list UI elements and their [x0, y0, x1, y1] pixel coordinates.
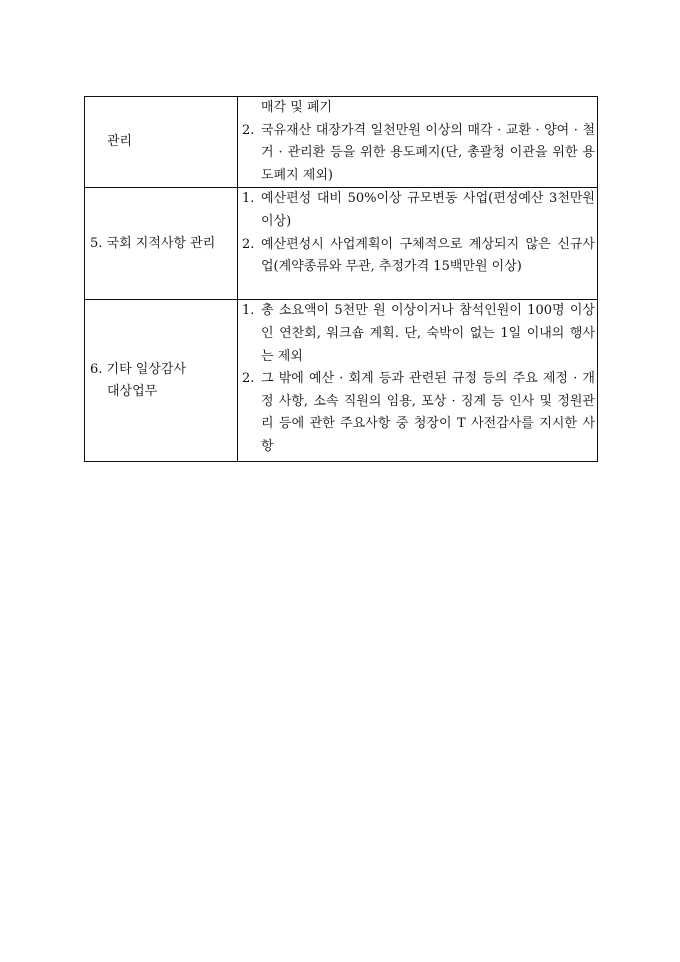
list-item [242, 368, 595, 458]
category-label-management: 관리 [107, 133, 133, 149]
item-text: 예산편성시 사업계획이 구체적으로 계상되지 않은 신규사업(계약종류와 무관, 추정가격 15백만원 이상) [261, 236, 595, 275]
category-line-1: 6. 기타 일상감사 [90, 361, 187, 377]
category-cell [85, 97, 238, 188]
item-text: 그 밖에 예산 · 회계 등과 관련된 규정 등의 주요 제정 · 개정 사항, 소속 직원의 임용, 포상 · 징계 등 인사 및 정원관리 등에 관한 주요사항 중 청장이 T 사전감사를 지시한 사항 [261, 371, 595, 454]
category-label-assembly-findings: 5. 국회 지적사항 관리 [90, 235, 216, 251]
table-row-other-audit-tasks [85, 300, 598, 462]
content-cell [238, 97, 598, 188]
list-item [242, 234, 595, 279]
item-number: 2. [242, 371, 255, 387]
table-row-assembly-findings [85, 188, 598, 300]
item-number: 2. [242, 122, 255, 138]
category-line-2: 대상업무 [107, 383, 158, 399]
item-text: 국유재산 대장가격 일천만원 이상의 매각 · 교환 · 양여 · 철거 · 관리환 등을 위한 용도폐지(단, 총괄청 이관을 위한 용도폐지 제외) [261, 122, 595, 183]
item-number: 1. [242, 303, 255, 319]
content-cell [238, 300, 598, 462]
category-cell [85, 300, 238, 462]
list-item [242, 300, 595, 368]
category-cell [85, 188, 238, 300]
list-item [242, 120, 595, 188]
table-row-management [85, 97, 598, 188]
list-item [242, 188, 595, 233]
content-cell [238, 188, 598, 300]
item-text: 총 소요액이 5천만 원 이상이거나 참석인원이 100명 이상인 연찬회, 워크숍 계획. 단, 숙박이 없는 1일 이내의 행사는 제외 [261, 303, 595, 364]
item-number: 2. [242, 236, 255, 252]
audit-scope-table [84, 96, 598, 462]
category-label-other-audit [90, 359, 237, 403]
item-text: 예산편성 대비 50%이상 규모변동 사업(편성예산 3천만원 이상) [261, 191, 595, 229]
continued-text: 매각 및 폐기 [261, 100, 333, 115]
item-number: 1. [242, 191, 255, 207]
